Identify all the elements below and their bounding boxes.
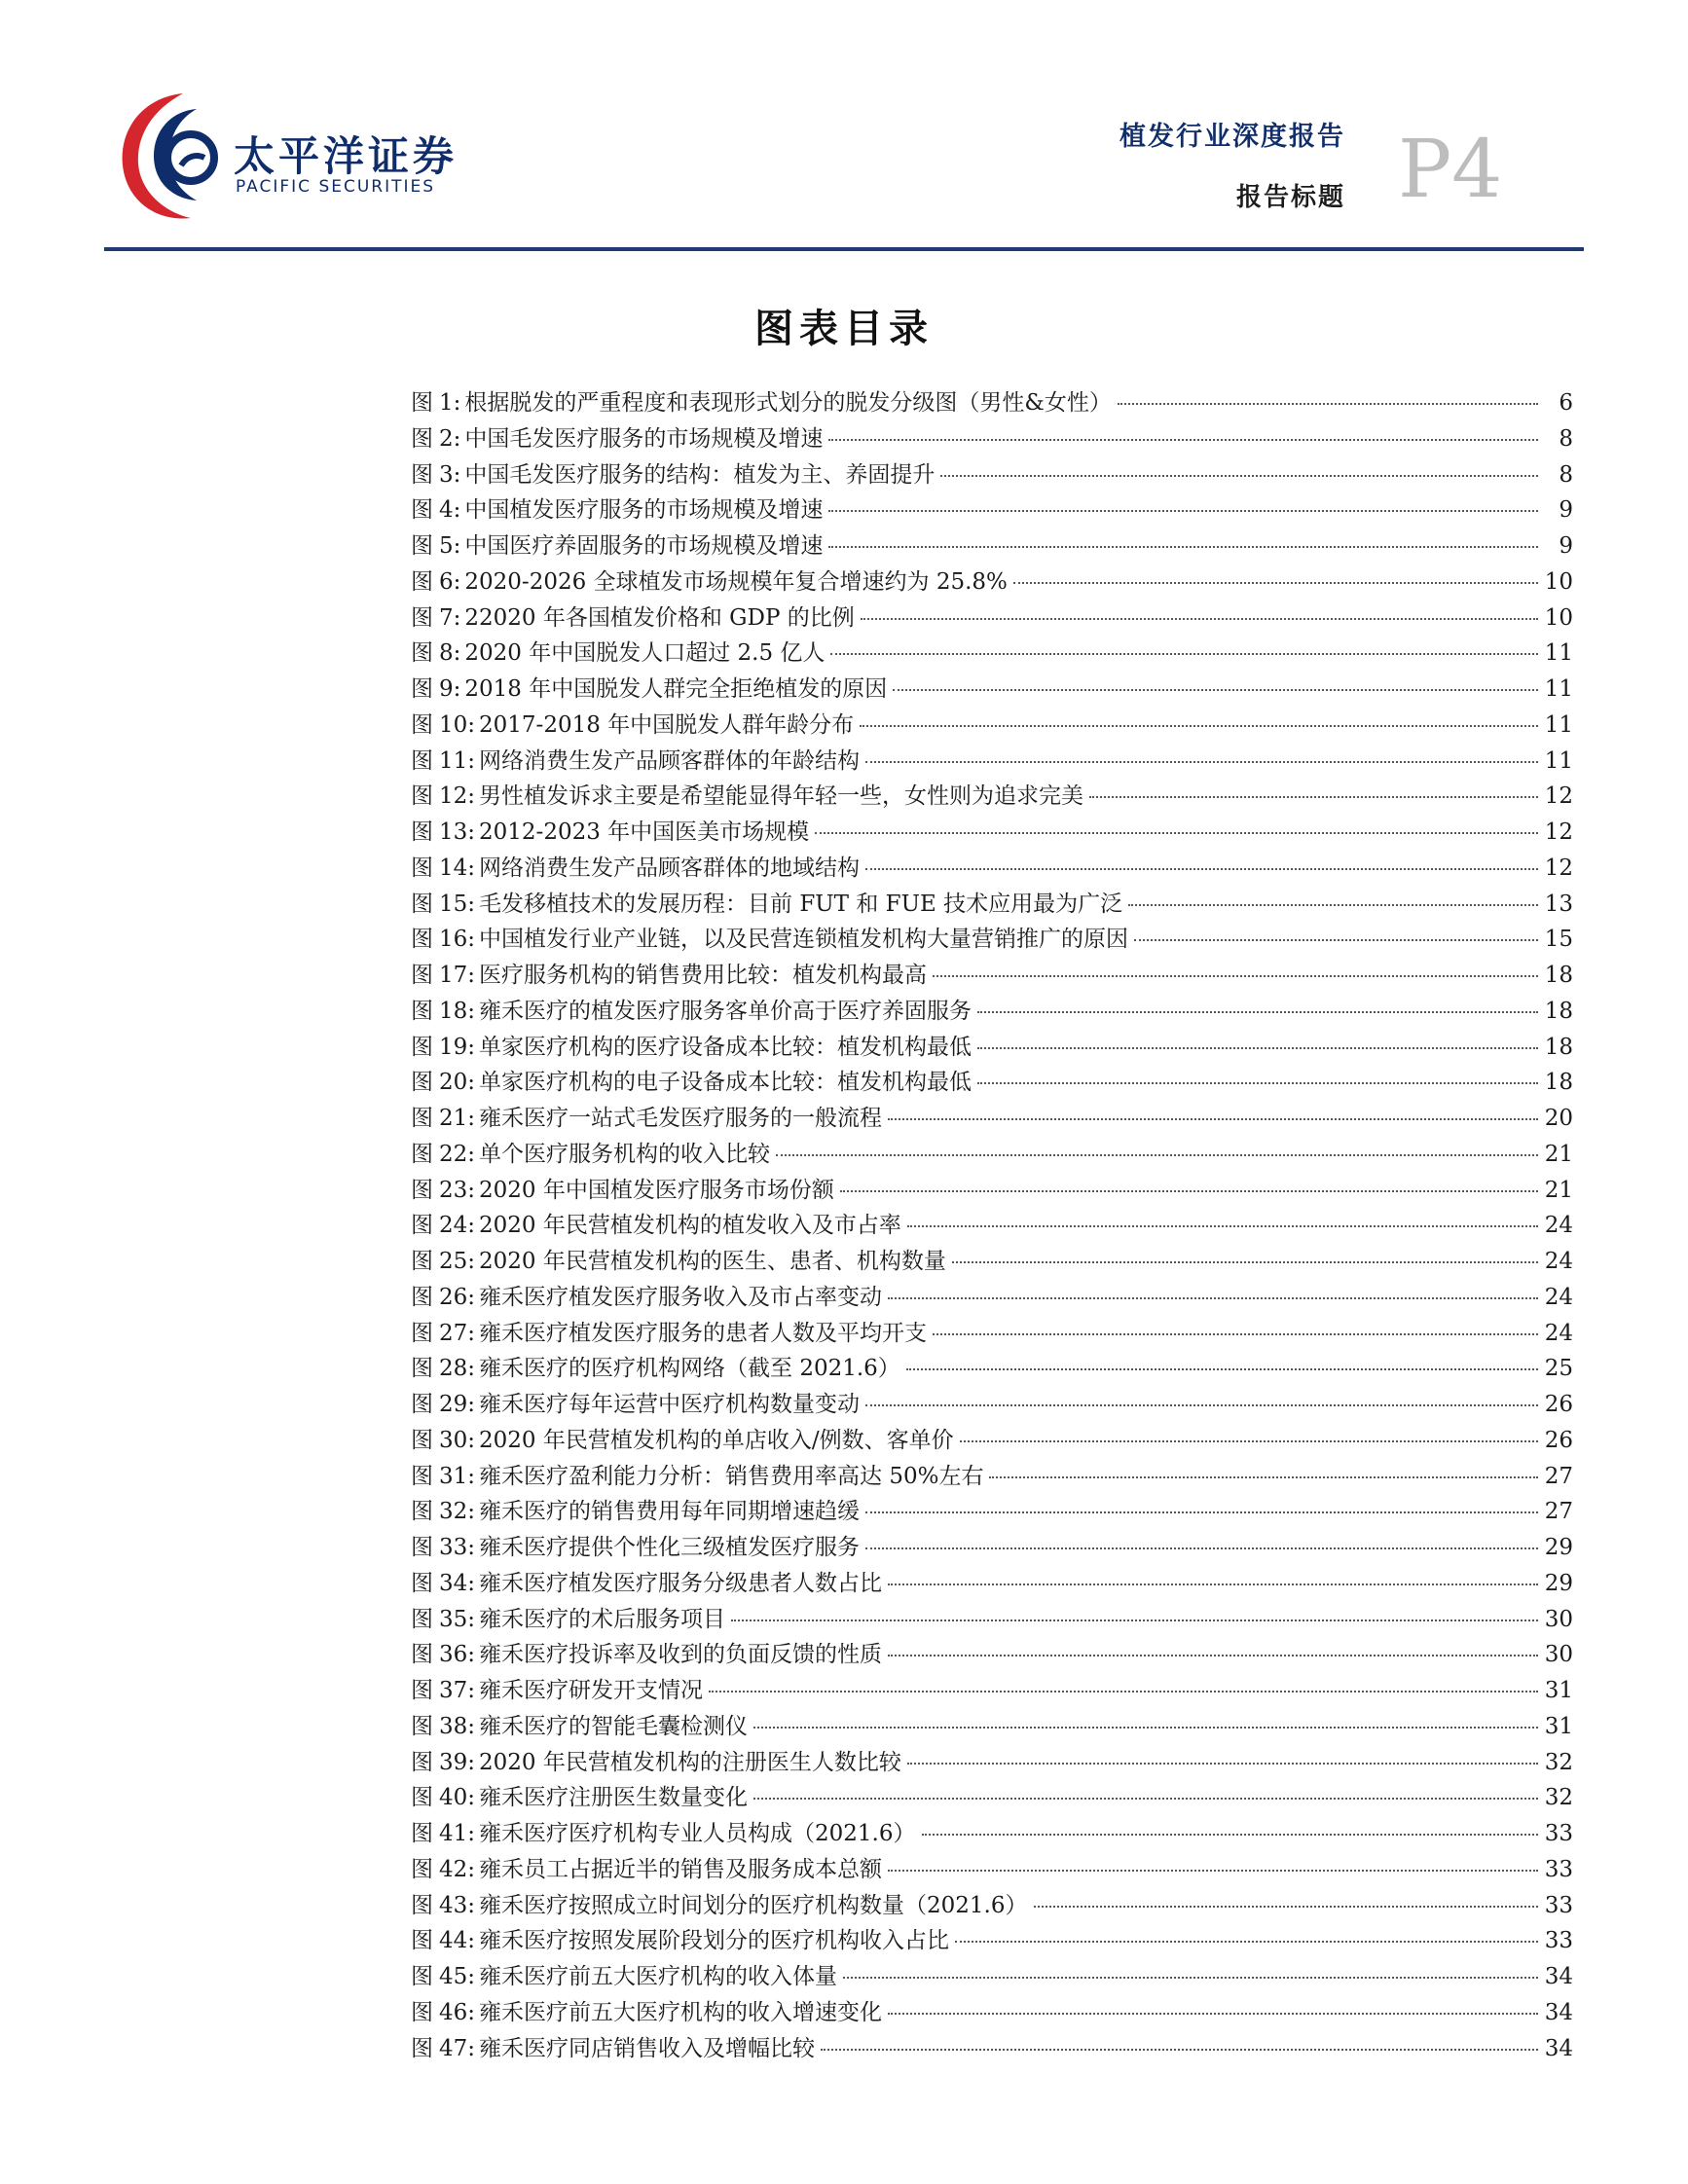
toc-entry[interactable] <box>411 1994 1573 2030</box>
toc-entry-page: 12 <box>1544 819 1573 845</box>
toc-entry[interactable] <box>411 886 1573 922</box>
toc-entry-label: 图 <box>411 1856 433 1882</box>
toc-entry-label: 图 <box>411 747 433 774</box>
toc-entry-leader-dots <box>1118 403 1538 405</box>
toc-entry-page: 18 <box>1544 1070 1573 1096</box>
toc-entry[interactable] <box>411 528 1573 564</box>
toc-entry-leader-dots <box>821 2049 1538 2051</box>
toc-entry-number: 15: <box>439 891 476 917</box>
toc-entry-leader-dots <box>989 1476 1538 1478</box>
toc-entry-page: 32 <box>1544 1785 1573 1811</box>
toc-entry-label: 图 <box>411 1821 433 1846</box>
toc-entry-number: 3: <box>439 461 461 488</box>
toc-entry-label: 图 <box>411 1213 433 1239</box>
toc-entry-leader-dots <box>1013 582 1538 584</box>
toc-entry-page: 33 <box>1544 1892 1573 1918</box>
toc-entry-leader-dots <box>933 975 1538 977</box>
toc-entry-page: 20 <box>1544 1106 1573 1131</box>
toc-entry-label: 图 <box>411 533 433 559</box>
toc-entry-number: 22: <box>439 1141 476 1167</box>
toc-entry-number: 21: <box>439 1106 476 1131</box>
toc-entry-page: 10 <box>1544 568 1573 595</box>
toc-entry-label: 图 <box>411 1284 433 1310</box>
toc-entry[interactable] <box>411 707 1573 743</box>
toc-entry-page: 29 <box>1544 1535 1573 1560</box>
toc-entry-page: 26 <box>1544 1427 1573 1453</box>
toc-entry-label: 图 <box>411 819 433 845</box>
toc-entry[interactable] <box>411 1851 1573 1887</box>
toc-entry[interactable] <box>411 1601 1573 1637</box>
toc-entry-number: 37: <box>439 1678 476 1703</box>
toc-entry-page: 9 <box>1559 533 1573 559</box>
toc-entry-leader-dots <box>860 725 1538 727</box>
toc-entry-leader-dots <box>977 1047 1538 1049</box>
toc-entry-title: 雍禾医疗按照发展阶段划分的医疗机构收入占比 <box>479 1928 950 1954</box>
toc-entry[interactable] <box>411 420 1573 456</box>
toc-entry[interactable] <box>411 1350 1573 1386</box>
toc-entry-page: 11 <box>1544 640 1573 667</box>
toc-entry-label: 图 <box>411 1070 433 1096</box>
toc-entry-title: 雍禾医疗前五大医疗机构的收入体量 <box>479 1964 838 1989</box>
toc-entry[interactable] <box>411 1493 1573 1529</box>
toc-entry-leader-dots <box>840 1190 1538 1192</box>
toc-entry-title: 中国植发医疗服务的市场规模及增速 <box>464 497 824 524</box>
toc-entry-page: 27 <box>1544 1463 1573 1489</box>
toc-entry[interactable] <box>411 1172 1573 1208</box>
toc-entry-number: 31: <box>439 1463 476 1489</box>
toc-entry-title: 雍禾医疗医疗机构专业人员构成（2021.6） <box>479 1821 916 1846</box>
toc-entry[interactable] <box>411 600 1573 636</box>
toc-entry-title: 2020 年民营植发机构的植发收入及市占率 <box>479 1213 901 1239</box>
toc-entry-label: 图 <box>411 1356 433 1382</box>
toc-entry-leader-dots <box>1134 939 1538 941</box>
toc-entry-leader-dots <box>888 1870 1538 1872</box>
toc-entry-leader-dots <box>830 653 1538 655</box>
toc-entry[interactable] <box>411 1386 1573 1422</box>
toc-entry-leader-dots <box>888 2013 1538 2015</box>
toc-entry[interactable] <box>411 1458 1573 1494</box>
toc-entry-title: 2012-2023 年中国医美市场规模 <box>479 819 810 845</box>
toc-entry[interactable] <box>411 1708 1573 1744</box>
toc-entry-leader-dots <box>865 868 1538 870</box>
toc-entry-number: 40: <box>439 1785 476 1811</box>
toc-entry-title: 中国医疗养固服务的市场规模及增速 <box>464 533 824 559</box>
toc-entry[interactable] <box>411 921 1573 957</box>
toc-entry-title: 单个医疗服务机构的收入比较 <box>479 1141 771 1167</box>
toc-entry-leader-dots <box>861 618 1538 620</box>
toc-entry-number: 4: <box>439 497 461 524</box>
toc-entry[interactable] <box>411 1136 1573 1172</box>
toc-entry-number: 10: <box>439 711 476 738</box>
toc-entry-number: 36: <box>439 1642 476 1668</box>
toc-entry-page: 34 <box>1544 1999 1573 2025</box>
toc-entry-leader-dots <box>906 1368 1538 1370</box>
toc-entry[interactable] <box>411 1636 1573 1672</box>
toc-entry-page: 24 <box>1544 1320 1573 1346</box>
toc-entry-number: 38: <box>439 1713 476 1739</box>
toc-entry-title: 22020 年各国植发价格和 GDP 的比例 <box>464 604 855 631</box>
toc-entry-label: 图 <box>411 1606 433 1632</box>
toc-entry[interactable] <box>411 814 1573 850</box>
toc-entry-title: 雍禾医疗一站式毛发医疗服务的一般流程 <box>479 1106 883 1131</box>
toc-entry[interactable] <box>411 2030 1573 2066</box>
toc-entry-page: 33 <box>1544 1821 1573 1846</box>
toc-entry-leader-dots <box>1089 796 1538 798</box>
toc-entry-page: 26 <box>1544 1392 1573 1417</box>
toc-entry-label: 图 <box>411 1642 433 1668</box>
toc-entry-number: 47: <box>439 2035 476 2061</box>
toc-entry[interactable] <box>411 1100 1573 1136</box>
toc-entry-page: 12 <box>1544 783 1573 810</box>
toc-entry-title: 雍禾医疗提供个性化三级植发医疗服务 <box>479 1535 861 1560</box>
toc-entry-leader-dots <box>865 1547 1538 1549</box>
toc-entry-label: 图 <box>411 1964 433 1989</box>
toc-entry-label: 图 <box>411 963 433 988</box>
toc-entry-title: 雍禾医疗的植发医疗服务客单价高于医疗养固服务 <box>479 998 972 1024</box>
toc-entry-title: 雍禾医疗注册医生数量变化 <box>479 1785 749 1811</box>
toc-entry-label: 图 <box>411 1535 433 1560</box>
toc-entry-title: 雍禾医疗每年运营中医疗机构数量变动 <box>479 1392 861 1417</box>
toc-entry-page: 31 <box>1544 1713 1573 1739</box>
toc-entry-label: 图 <box>411 1928 433 1954</box>
report-subtitle: 报告标题 <box>1235 183 1345 212</box>
toc-entry-leader-dots <box>865 1511 1538 1513</box>
toc-entry-page: 8 <box>1559 425 1573 452</box>
toc-entry-leader-dots <box>753 1798 1538 1800</box>
logo-chinese-name: 太平洋证券 <box>234 132 459 180</box>
toc-entry-leader-dots <box>977 1082 1538 1084</box>
report-type: 植发行业深度报告 <box>1119 122 1345 152</box>
toc-entry-page: 10 <box>1544 604 1573 631</box>
toc-entry-number: 7: <box>439 604 461 631</box>
toc-entry-label: 图 <box>411 891 433 917</box>
figure-toc-list <box>411 384 1573 2065</box>
toc-entry-label: 图 <box>411 1463 433 1489</box>
toc-entry-title: 2020 年中国脱发人口超过 2.5 亿人 <box>464 640 826 667</box>
toc-entry-page: 24 <box>1544 1249 1573 1274</box>
toc-entry-number: 19: <box>439 1034 476 1060</box>
toc-entry-leader-dots <box>888 1655 1538 1656</box>
toc-entry-title: 雍禾医疗研发开支情况 <box>479 1678 704 1703</box>
toc-entry-title: 2020 年中国植发医疗服务市场份额 <box>479 1177 834 1203</box>
toc-entry-number: 24: <box>439 1213 476 1239</box>
toc-entry-number: 5: <box>439 533 461 559</box>
toc-entry-leader-dots <box>907 1225 1538 1227</box>
toc-entry-leader-dots <box>1034 1906 1539 1908</box>
toc-entry-title: 中国植发行业产业链，以及民营连锁植发机构大量营销推广的原因 <box>479 927 1129 953</box>
toc-entry[interactable] <box>411 1529 1573 1565</box>
page-number: P4 <box>1398 124 1503 216</box>
toc-entry-leader-dots <box>907 1763 1538 1765</box>
toc-entry-title: 网络消费生发产品顾客群体的年龄结构 <box>479 747 861 774</box>
toc-entry-title: 毛发移植技术的发展历程：目前 FUT 和 FUE 技术应用最为广泛 <box>479 891 1123 917</box>
toc-entry[interactable] <box>411 456 1573 492</box>
toc-entry-label: 图 <box>411 1106 433 1131</box>
toc-entry-leader-dots <box>1128 904 1538 906</box>
toc-entry-label: 图 <box>411 461 433 488</box>
header-divider <box>104 247 1584 251</box>
toc-entry-leader-dots <box>753 1727 1538 1729</box>
toc-entry-label: 图 <box>411 1427 433 1453</box>
toc-entry-page: 34 <box>1544 1964 1573 1989</box>
toc-entry[interactable] <box>411 1207 1573 1243</box>
toc-entry-page: 8 <box>1559 461 1573 488</box>
toc-entry-title: 2020 年民营植发机构的医生、患者、机构数量 <box>479 1249 946 1274</box>
toc-entry[interactable] <box>411 671 1573 707</box>
toc-entry-title: 医疗服务机构的销售费用比较：植发机构最高 <box>479 963 928 988</box>
toc-entry[interactable] <box>411 1315 1573 1351</box>
toc-entry-title: 2017-2018 年中国脱发人群年龄分布 <box>479 711 855 738</box>
toc-entry[interactable] <box>411 1744 1573 1780</box>
toc-entry-number: 32: <box>439 1499 476 1525</box>
toc-entry-label: 图 <box>411 1249 433 1274</box>
toc-entry-label: 图 <box>411 1678 433 1703</box>
toc-entry-number: 26: <box>439 1284 476 1310</box>
toc-entry-number: 46: <box>439 1999 476 2025</box>
toc-entry-title: 单家医疗机构的电子设备成本比较：植发机构最低 <box>479 1070 972 1096</box>
toc-entry-leader-dots <box>888 1583 1538 1585</box>
toc-entry-title: 雍禾医疗同店销售收入及增幅比较 <box>479 2035 816 2061</box>
toc-entry-page: 24 <box>1544 1284 1573 1310</box>
toc-entry-number: 16: <box>439 927 476 953</box>
toc-entry-page: 33 <box>1544 1928 1573 1954</box>
toc-entry-leader-dots <box>952 1261 1538 1263</box>
toc-entry-number: 25: <box>439 1249 476 1274</box>
toc-entry-page: 6 <box>1559 390 1573 416</box>
toc-entry-page: 18 <box>1544 1034 1573 1060</box>
toc-entry-label: 图 <box>411 1141 433 1167</box>
toc-entry[interactable] <box>411 850 1573 886</box>
toc-entry-number: 2: <box>439 425 461 452</box>
toc-entry-label: 图 <box>411 1177 433 1203</box>
toc-entry-label: 图 <box>411 497 433 524</box>
toc-entry-number: 9: <box>439 676 461 702</box>
toc-entry-label: 图 <box>411 1499 433 1525</box>
toc-entry[interactable] <box>411 1243 1573 1279</box>
toc-entry-label: 图 <box>411 1892 433 1918</box>
toc-entry-page: 31 <box>1544 1678 1573 1703</box>
toc-entry-number: 42: <box>439 1856 476 1882</box>
toc-entry-page: 11 <box>1544 747 1573 774</box>
toc-entry-label: 图 <box>411 711 433 738</box>
toc-entry-page: 13 <box>1544 891 1573 917</box>
toc-entry-leader-dots <box>731 1620 1538 1621</box>
toc-entry[interactable] <box>411 1064 1573 1100</box>
toc-entry-title: 2018 年中国脱发人群完全拒绝植发的原因 <box>464 676 888 702</box>
toc-entry-leader-dots <box>940 475 1538 477</box>
toc-entry-title: 雍禾医疗前五大医疗机构的收入增速变化 <box>479 1999 883 2025</box>
toc-entry-number: 45: <box>439 1964 476 1989</box>
toc-entry[interactable] <box>411 1887 1573 1923</box>
toc-entry-leader-dots <box>893 689 1538 691</box>
toc-entry-title: 雍禾医疗按照成立时间划分的医疗机构数量（2021.6） <box>479 1892 1028 1918</box>
toc-entry-title: 2020 年民营植发机构的注册医生人数比较 <box>479 1749 901 1775</box>
toc-entry[interactable] <box>411 1422 1573 1458</box>
toc-entry-number: 23: <box>439 1177 476 1203</box>
toc-entry-leader-dots <box>843 1977 1538 1979</box>
toc-entry-leader-dots <box>828 546 1538 548</box>
toc-entry-page: 30 <box>1544 1642 1573 1668</box>
toc-entry-label: 图 <box>411 783 433 810</box>
toc-entry-title: 根据脱发的严重程度和表现形式划分的脱发分级图（男性&女性） <box>464 390 1112 416</box>
toc-entry-title: 单家医疗机构的医疗设备成本比较：植发机构最低 <box>479 1034 972 1060</box>
toc-entry-page: 9 <box>1559 497 1573 524</box>
toc-entry-label: 图 <box>411 640 433 667</box>
toc-entry-title: 雍禾医疗盈利能力分析：销售费用率高达 50%左右 <box>479 1463 984 1489</box>
toc-entry-page: 34 <box>1544 2035 1573 2061</box>
toc-entry-title: 雍禾员工占据近半的销售及服务成本总额 <box>479 1856 883 1882</box>
toc-entry-leader-dots <box>960 1440 1538 1442</box>
toc-entry-number: 29: <box>439 1392 476 1417</box>
toc-entry-number: 34: <box>439 1570 476 1596</box>
toc-entry-leader-dots <box>977 1011 1538 1013</box>
toc-entry-label: 图 <box>411 1785 433 1811</box>
toc-entry-title: 雍禾医疗的智能毛囊检测仪 <box>479 1713 749 1739</box>
toc-entry-leader-dots <box>888 1118 1538 1120</box>
toc-entry-page: 27 <box>1544 1499 1573 1525</box>
toc-entry-page: 18 <box>1544 998 1573 1024</box>
toc-entry-label: 图 <box>411 1392 433 1417</box>
toc-entry-leader-dots <box>828 439 1538 441</box>
toc-entry-title: 雍禾医疗植发医疗服务分级患者人数占比 <box>479 1570 883 1596</box>
toc-entry-number: 17: <box>439 963 476 988</box>
toc-entry-page: 11 <box>1544 711 1573 738</box>
toc-entry[interactable] <box>411 1029 1573 1065</box>
toc-entry-label: 图 <box>411 998 433 1024</box>
toc-entry-number: 13: <box>439 819 476 845</box>
toc-entry-leader-dots <box>888 1297 1538 1299</box>
pacific-securities-logo-icon <box>115 88 224 224</box>
toc-entry-page: 11 <box>1544 676 1573 702</box>
toc-entry-label: 图 <box>411 855 433 881</box>
toc-entry-number: 35: <box>439 1606 476 1632</box>
toc-entry[interactable] <box>411 993 1573 1029</box>
toc-entry-page: 33 <box>1544 1856 1573 1882</box>
toc-entry-number: 30: <box>439 1427 476 1453</box>
toc-entry-number: 41: <box>439 1821 476 1846</box>
toc-entry-number: 11: <box>439 747 476 774</box>
toc-entry-label: 图 <box>411 568 433 595</box>
toc-entry-leader-dots <box>828 510 1538 512</box>
toc-entry-leader-dots <box>776 1154 1538 1156</box>
toc-entry-label: 图 <box>411 425 433 452</box>
toc-entry[interactable] <box>411 1279 1573 1315</box>
toc-entry-number: 8: <box>439 640 461 667</box>
toc-entry-label: 图 <box>411 927 433 953</box>
toc-entry-page: 21 <box>1544 1177 1573 1203</box>
toc-entry[interactable] <box>411 491 1573 528</box>
toc-entry-label: 图 <box>411 390 433 416</box>
toc-entry-page: 25 <box>1544 1356 1573 1382</box>
toc-entry[interactable] <box>411 957 1573 993</box>
toc-entry-title: 雍禾医疗植发医疗服务的患者人数及平均开支 <box>479 1320 928 1346</box>
toc-entry[interactable] <box>411 635 1573 671</box>
toc-entry[interactable] <box>411 1958 1573 1994</box>
toc-entry-number: 33: <box>439 1535 476 1560</box>
company-logo <box>115 88 459 224</box>
toc-entry-page: 15 <box>1544 927 1573 953</box>
report-type-block <box>1119 115 1345 153</box>
toc-entry-title: 男性植发诉求主要是希望能显得年轻一些，女性则为追求完美 <box>479 783 1084 810</box>
toc-entry-label: 图 <box>411 1034 433 1060</box>
toc-entry-leader-dots <box>865 761 1538 763</box>
toc-entry-number: 43: <box>439 1892 476 1918</box>
toc-entry-title: 雍禾医疗的医疗机构网络（截至 2021.6） <box>479 1356 900 1382</box>
toc-entry-number: 14: <box>439 855 476 881</box>
toc-entry-number: 12: <box>439 783 476 810</box>
toc-entry-leader-dots <box>955 1941 1538 1943</box>
toc-entry-label: 图 <box>411 1749 433 1775</box>
toc-entry[interactable] <box>411 1565 1573 1601</box>
toc-entry-label: 图 <box>411 2035 433 2061</box>
toc-entry-number: 27: <box>439 1320 476 1346</box>
toc-entry[interactable] <box>411 384 1573 420</box>
toc-entry-label: 图 <box>411 1999 433 2025</box>
toc-entry-leader-dots <box>922 1834 1539 1836</box>
toc-entry-label: 图 <box>411 1570 433 1596</box>
toc-entry-title: 网络消费生发产品顾客群体的地域结构 <box>479 855 861 881</box>
toc-entry-title: 中国毛发医疗服务的市场规模及增速 <box>464 425 824 452</box>
toc-entry-leader-dots <box>709 1691 1538 1693</box>
toc-entry-title: 2020-2026 全球植发市场规模年复合增速约为 25.8% <box>464 568 1008 595</box>
toc-entry-label: 图 <box>411 1320 433 1346</box>
toc-entry[interactable] <box>411 1672 1573 1708</box>
toc-entry-number: 6: <box>439 568 461 595</box>
toc-entry-page: 30 <box>1544 1606 1573 1632</box>
toc-entry-number: 20: <box>439 1070 476 1096</box>
toc-entry-number: 39: <box>439 1749 476 1775</box>
toc-entry-leader-dots <box>865 1404 1538 1406</box>
toc-entry[interactable] <box>411 1779 1573 1815</box>
toc-entry-page: 29 <box>1544 1570 1573 1596</box>
toc-entry-label: 图 <box>411 604 433 631</box>
toc-entry-title: 雍禾医疗植发医疗服务收入及市占率变动 <box>479 1284 883 1310</box>
toc-entry[interactable] <box>411 1815 1573 1851</box>
toc-entry-page: 24 <box>1544 1213 1573 1239</box>
toc-entry-title: 中国毛发医疗服务的结构：植发为主、养固提升 <box>464 461 936 488</box>
toc-entry[interactable] <box>411 778 1573 814</box>
toc-entry-number: 18: <box>439 998 476 1024</box>
toc-entry-page: 21 <box>1544 1141 1573 1167</box>
toc-entry-label: 图 <box>411 676 433 702</box>
logo-english-name: PACIFIC SECURITIES <box>236 177 436 197</box>
toc-entry-title: 雍禾医疗的术后服务项目 <box>479 1606 726 1632</box>
toc-entry[interactable] <box>411 1922 1573 1958</box>
toc-entry-page: 12 <box>1544 855 1573 881</box>
toc-title: 图表目录 <box>754 307 934 351</box>
toc-entry[interactable] <box>411 743 1573 779</box>
toc-entry-title: 2020 年民营植发机构的单店收入/例数、客单价 <box>479 1427 954 1453</box>
toc-entry-label: 图 <box>411 1713 433 1739</box>
page-header <box>0 0 1688 255</box>
toc-entry-title: 雍禾医疗投诉率及收到的负面反馈的性质 <box>479 1642 883 1668</box>
toc-entry-number: 1: <box>439 390 461 416</box>
toc-entry-page: 32 <box>1544 1749 1573 1775</box>
toc-entry[interactable] <box>411 564 1573 600</box>
toc-entry-title: 雍禾医疗的销售费用每年同期增速趋缓 <box>479 1499 861 1525</box>
toc-entry-page: 18 <box>1544 963 1573 988</box>
toc-entry-leader-dots <box>815 832 1538 834</box>
toc-entry-number: 28: <box>439 1356 476 1382</box>
toc-entry-leader-dots <box>933 1333 1538 1335</box>
toc-entry-number: 44: <box>439 1928 476 1954</box>
